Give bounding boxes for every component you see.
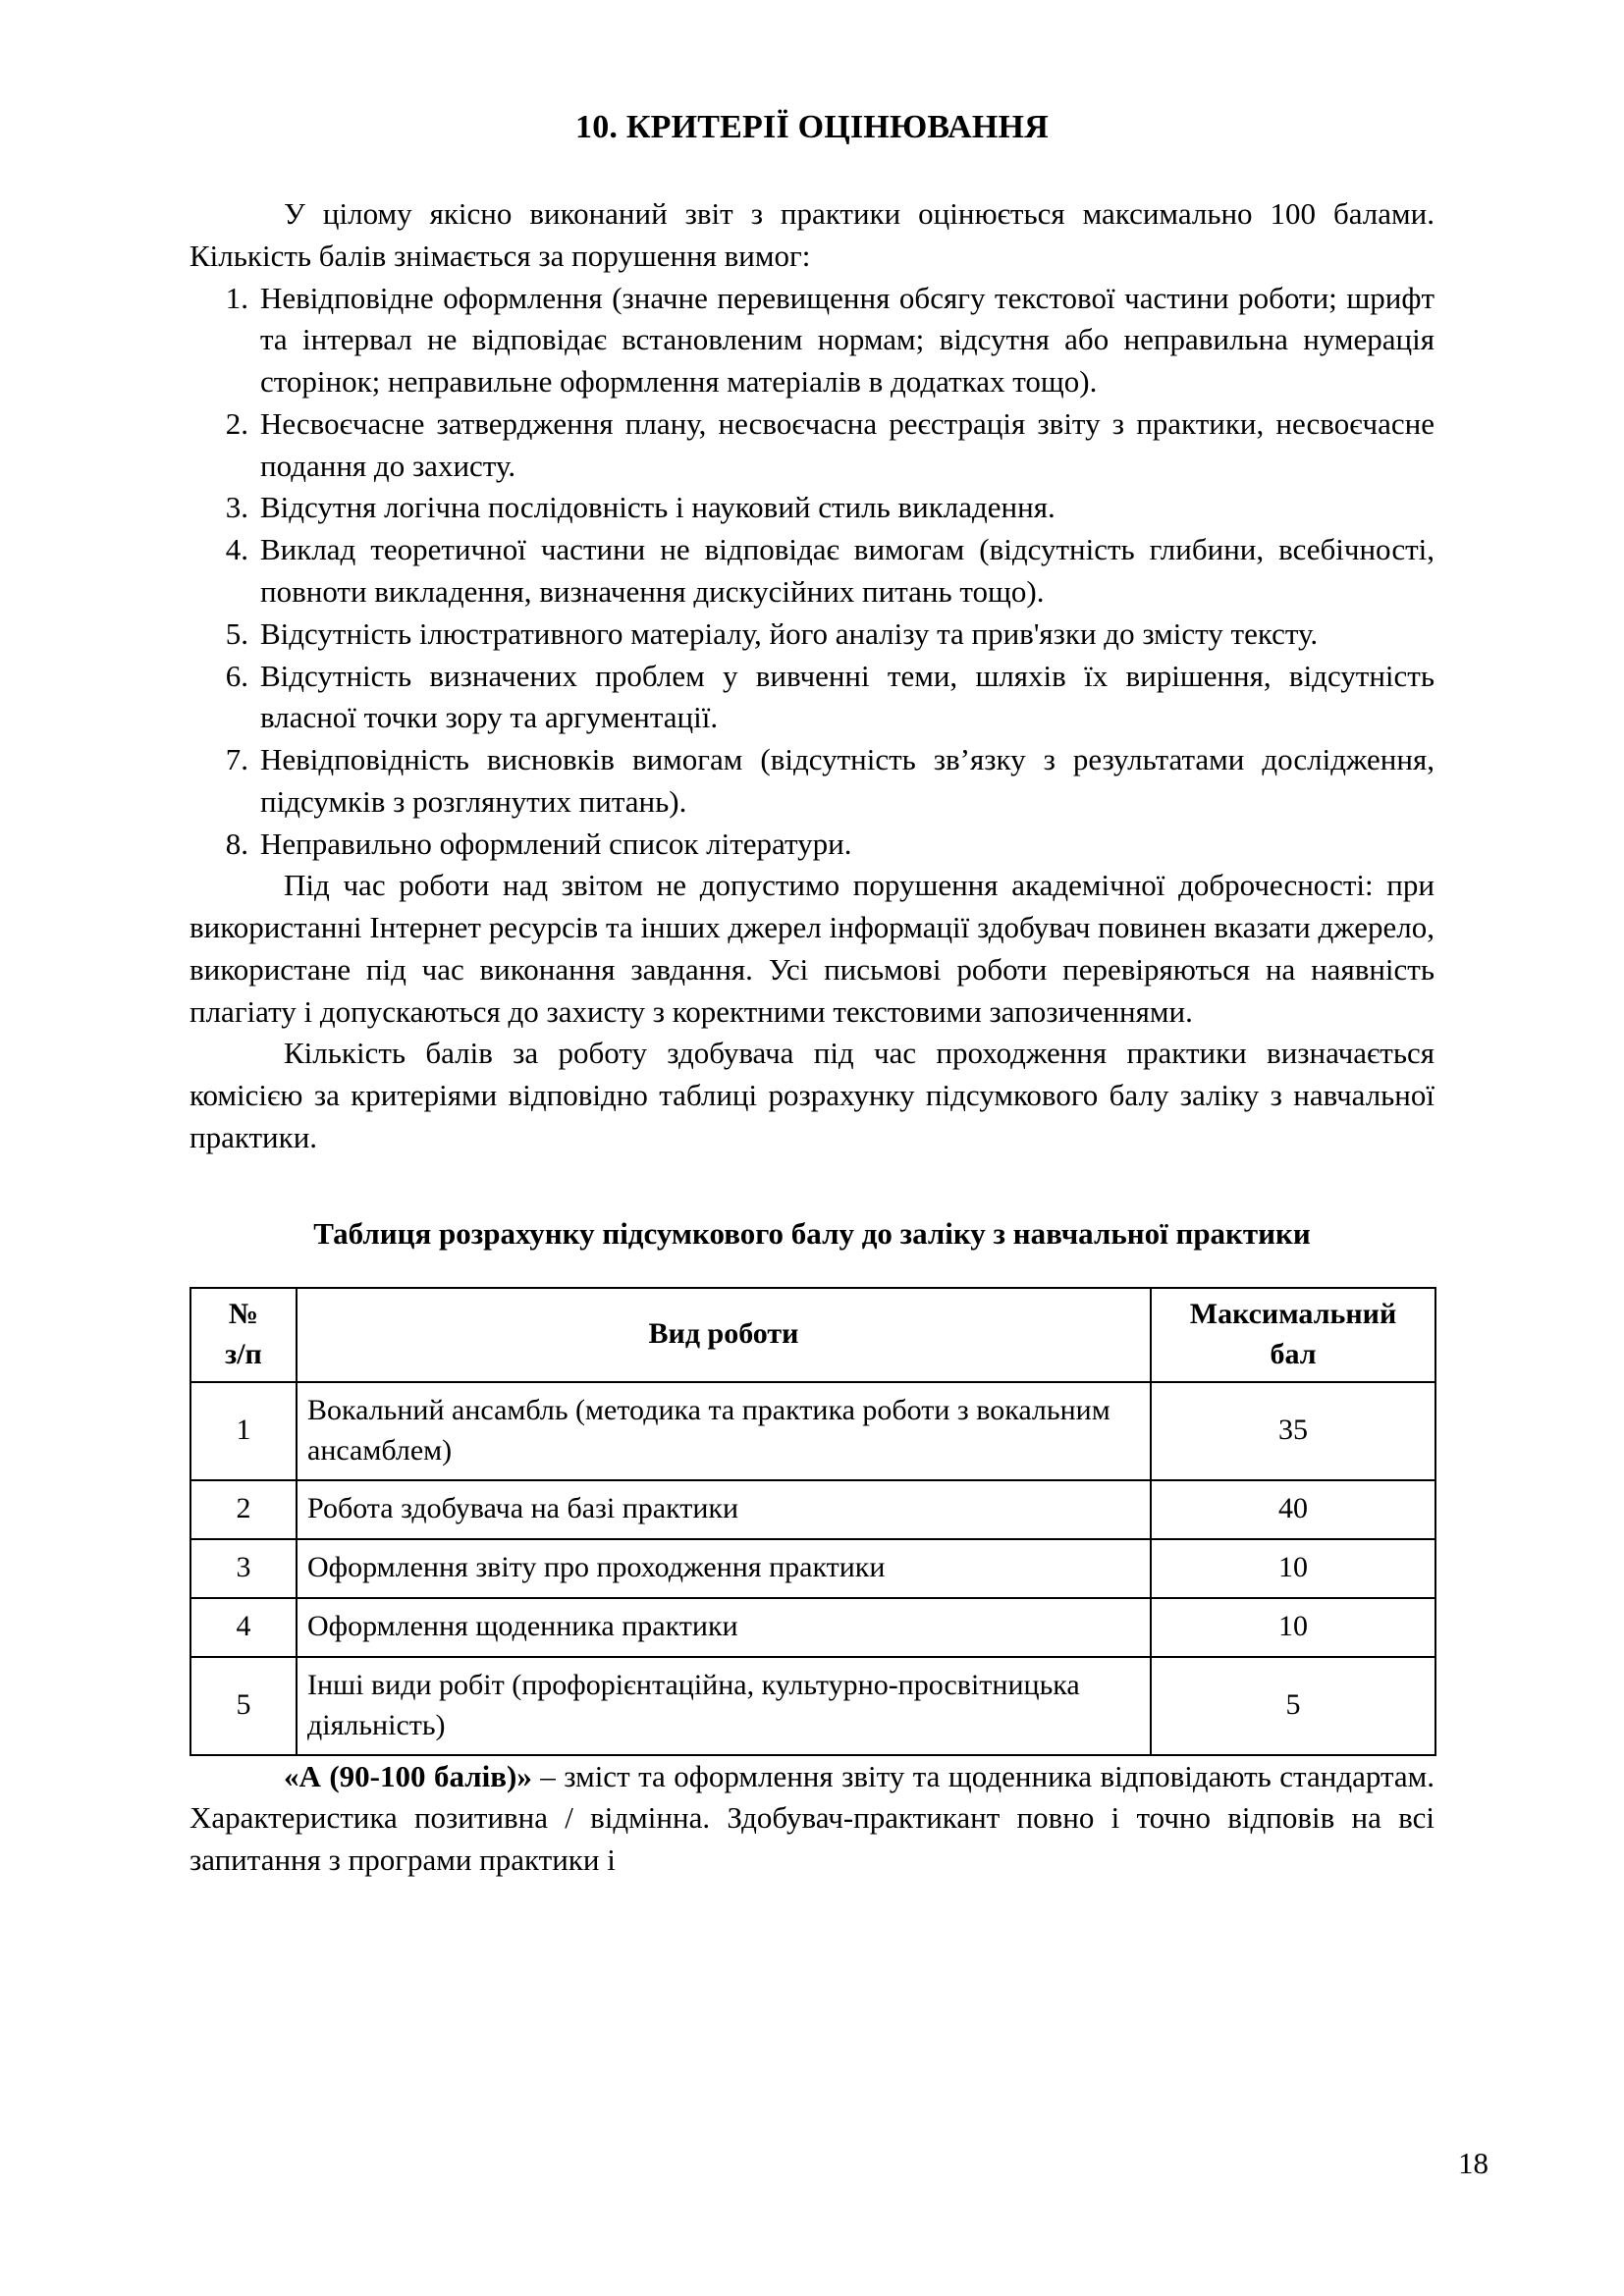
page-title: 10. КРИТЕРІЇ ОЦІНЮВАННЯ bbox=[575, 109, 1049, 145]
grade-label: «А (90-100 балів)» bbox=[284, 1758, 532, 1793]
table-caption: Таблиця розрахунку підсумкового балу до заліку з навчальної практики bbox=[313, 1215, 1311, 1251]
cell-no: 2 bbox=[190, 1480, 297, 1539]
criteria-list bbox=[189, 278, 1435, 866]
list-item: Невідповідність висновків вимогам (відсутність зв’язку з результатами дослідження, підсумків з розглянутих питань). bbox=[260, 742, 1435, 819]
score-table bbox=[189, 1287, 1436, 1756]
intro-paragraph: У цілому якісно виконаний звіт з практики оцінюється максимально 100 балами. Кількість балів знімається за порушення вимог: bbox=[189, 196, 1435, 273]
cell-max: 5 bbox=[1151, 1657, 1435, 1755]
points-determination-paragraph: Кількість балів за роботу здобувача під час проходження практики визначається комісією за критеріями відповідно таблиці розрахунку підсумкового балу заліку з навчальної практики. bbox=[189, 1036, 1435, 1154]
list-item: Відсутня логічна послідовність і науковий стиль викладення. bbox=[260, 490, 1056, 525]
academic-integrity-paragraph: Під час роботи над звітом не допустимо порушення академічної доброчесності: при використанні Інтернет ресурсів та інших джерел інформації здобувач повинен вказати джерело, використане під час виконання завдання. Усі письмові роботи перевіряються на наявність плагіату і допускаються до захисту з коректними текстовими запозиченнями. bbox=[189, 868, 1435, 1029]
cell-kind: Оформлення щоденника практики bbox=[297, 1598, 1151, 1657]
cell-no: 1 bbox=[190, 1382, 297, 1480]
column-header-no bbox=[190, 1288, 297, 1382]
column-header-max bbox=[1151, 1288, 1435, 1382]
cell-max: 35 bbox=[1151, 1382, 1435, 1480]
table-row bbox=[190, 1598, 1435, 1657]
cell-kind: Оформлення звіту про проходження практики bbox=[297, 1539, 1151, 1598]
page-content bbox=[189, 108, 1435, 1882]
cell-max: 40 bbox=[1151, 1480, 1435, 1539]
table-row bbox=[190, 1539, 1435, 1598]
grade-description: – зміст та оформлення звіту та щоденника відповідають стандартам. Характеристика позитивна / відмінна. Здобувач-практикант повно і точно відповів на всі запитання з програми практики і bbox=[189, 1758, 1435, 1878]
cell-kind: Інші види робіт (профорієнтаційна, культурно-просвітницька діяльність) bbox=[297, 1657, 1151, 1755]
column-header-no-line1: № bbox=[228, 1298, 259, 1330]
table-header-row bbox=[190, 1288, 1435, 1382]
column-header-kind: Вид роботи bbox=[297, 1288, 1151, 1382]
cell-kind: Вокальний ансамбль (методика та практика роботи з вокальним ансамблем) bbox=[297, 1382, 1151, 1480]
cell-no: 5 bbox=[190, 1657, 297, 1755]
page-number: 18 bbox=[1458, 2146, 1489, 2180]
table-row bbox=[190, 1657, 1435, 1755]
cell-max: 10 bbox=[1151, 1598, 1435, 1657]
column-header-no-line2: з/п bbox=[225, 1337, 262, 1370]
cell-no: 3 bbox=[190, 1539, 297, 1598]
cell-max: 10 bbox=[1151, 1539, 1435, 1598]
column-header-max-line1: Максимальний bbox=[1189, 1298, 1397, 1330]
list-item: Неправильно оформлений список літератури. bbox=[260, 826, 852, 861]
list-item: Виклад теоретичної частини не відповідає вимогам (відсутність глибини, всебічності, повноти викладення, визначення дискусійних питань тощо). bbox=[260, 532, 1435, 609]
table-row bbox=[190, 1480, 1435, 1539]
table-row bbox=[190, 1382, 1435, 1480]
list-item: Відсутність визначених проблем у вивченні теми, шляхів їх вирішення, відсутність власної точки зору та аргументації. bbox=[260, 658, 1435, 735]
closing-paragraph bbox=[189, 1756, 1435, 1882]
list-item: Несвоєчасне затвердження плану, несвоєчасна реєстрація звіту з практики, несвоєчасне подання до захисту. bbox=[260, 405, 1435, 483]
list-item: Відсутність ілюстративного матеріалу, його аналізу та прив'язки до змісту тексту. bbox=[260, 615, 1319, 651]
list-item: Невідповідне оформлення (значне перевищення обсягу текстової частини роботи; шрифт та інтервал не відповідає встановленим нормам; відсутня або неправильна нумерація сторінок; неправильне оформлення матеріалів в додатках тощо). bbox=[260, 280, 1435, 400]
cell-no: 4 bbox=[190, 1598, 297, 1657]
column-header-max-line2: бал bbox=[1270, 1337, 1317, 1370]
cell-kind: Робота здобувача на базі практики bbox=[297, 1480, 1151, 1539]
